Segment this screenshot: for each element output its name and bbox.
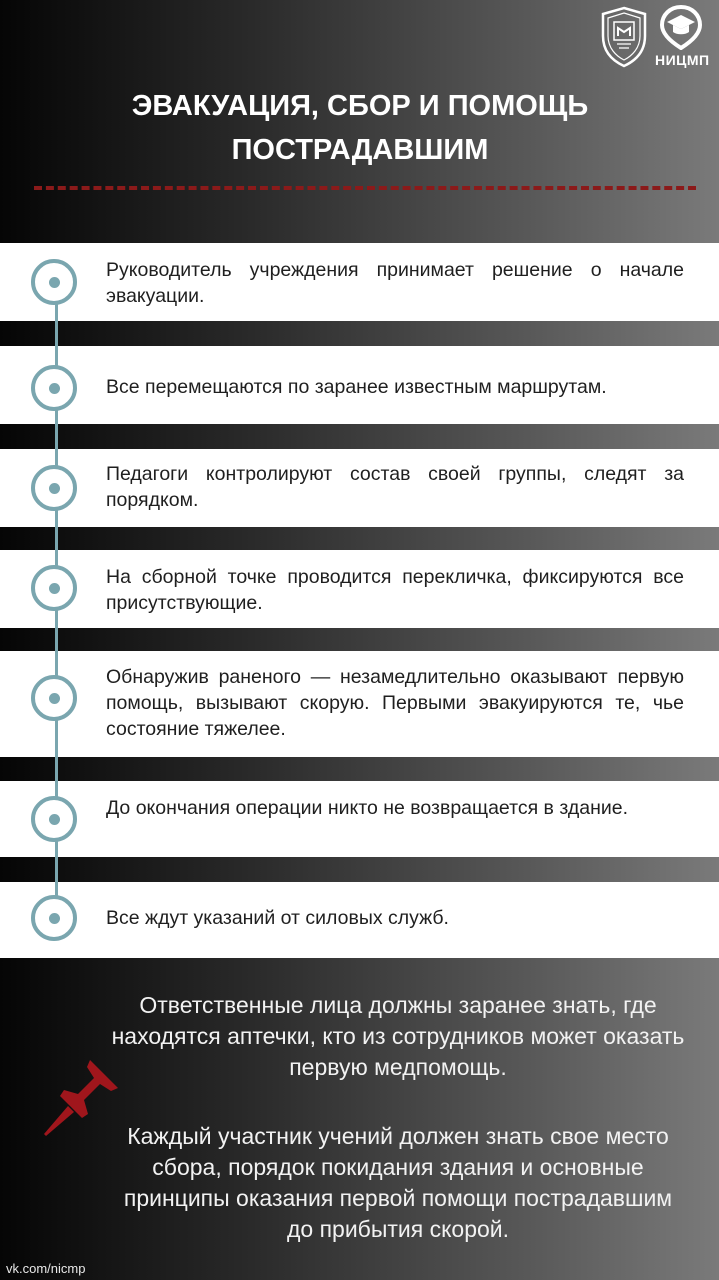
nicmp-logo — [655, 4, 710, 70]
step-card-3 — [0, 449, 719, 527]
dashed-divider — [34, 186, 696, 190]
graduation-cap-pin-icon — [659, 4, 703, 50]
step-text: Все ждут указаний от силовых служб. — [106, 907, 449, 929]
timeline-marker-icon — [31, 895, 77, 941]
step-card-6 — [0, 781, 719, 857]
note-first: Ответственные лица должны заранее знать, где находятся аптечки, кто из сотрудников может оказать первую медпомощь. — [111, 992, 685, 1080]
timeline-marker-icon — [31, 259, 77, 305]
push-pin-icon — [38, 1054, 124, 1140]
timeline-marker-icon — [31, 796, 77, 842]
step-card-7 — [0, 882, 719, 958]
shield-emblem-icon — [599, 6, 649, 68]
step-text: До окончания операции никто не возвращается в здание. — [106, 797, 628, 819]
step-text: Руководитель учреждения принимает решение о начале эвакуации. — [106, 259, 684, 307]
note-second: Каждый участник учений должен знать свое место сбора, порядок покидания здания и основные принципы оказания первой помощи пострадавшим до прибытия скорой. — [123, 1123, 673, 1242]
step-text: Педагоги контролируют состав своей группы, следят за порядком. — [106, 463, 684, 511]
step-card-5 — [0, 651, 719, 757]
footer-link[interactable]: vk.com/nicmp — [6, 1261, 86, 1276]
step-text: На сборной точке проводится перекличка, фиксируются все присутствующие. — [106, 566, 684, 614]
page-title: ЭВАКУАЦИЯ, СБОР И ПОМОЩЬ ПОСТРАДАВШИМ — [131, 90, 589, 166]
timeline-marker-icon — [31, 675, 77, 721]
step-text: Все перемещаются по заранее известным маршрутам. — [106, 376, 607, 398]
timeline-marker-icon — [31, 365, 77, 411]
step-card-2 — [0, 346, 719, 424]
step-card-1 — [0, 243, 719, 321]
timeline-marker-icon — [31, 465, 77, 511]
step-text: Обнаружив раненого — незамедлительно оказывают первую помощь, вызывают скорую. Первыми эвакуируются те, чье состояние тяжелее. — [106, 666, 684, 740]
logo-text: НИЦМП — [655, 52, 710, 68]
step-card-4 — [0, 550, 719, 628]
timeline-marker-icon — [31, 565, 77, 611]
header-logos — [599, 4, 711, 70]
